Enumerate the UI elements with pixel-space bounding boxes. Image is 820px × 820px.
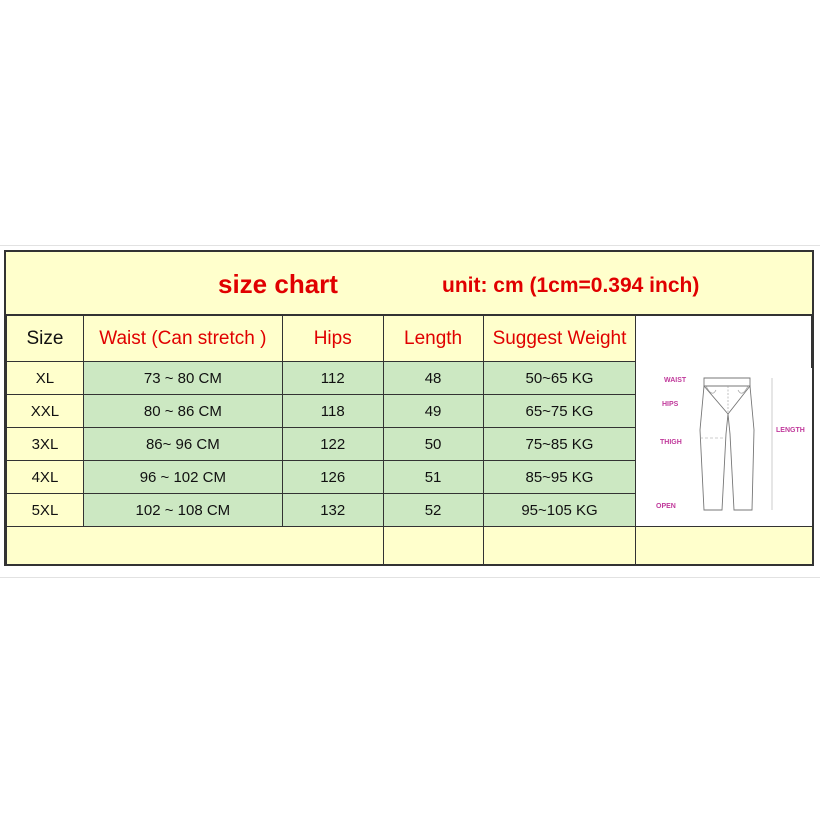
waist-label: WAIST: [664, 377, 687, 384]
waist-cell: 96 ~ 102 CM: [83, 461, 282, 494]
size-cell: XL: [7, 362, 84, 395]
length-cell: 48: [383, 362, 483, 395]
empty-row: [7, 527, 812, 566]
chart-title: size chart: [218, 269, 338, 299]
size-cell: XXL: [7, 395, 84, 428]
size-cell: 3XL: [7, 428, 84, 461]
waist-cell: 73 ~ 80 CM: [83, 362, 282, 395]
hips-cell: 126: [282, 461, 383, 494]
gridline: [0, 245, 820, 246]
hips-cell: 122: [282, 428, 383, 461]
pants-measurement-diagram: [642, 368, 812, 526]
length-cell: 50: [383, 428, 483, 461]
weight-cell: 75~85 KG: [483, 428, 636, 461]
waist-cell: 80 ~ 86 CM: [83, 395, 282, 428]
header-row: [7, 316, 812, 362]
empty-cell: [483, 527, 636, 566]
hips-cell: 118: [282, 395, 383, 428]
header-weight: Suggest Weight: [483, 316, 636, 362]
weight-cell: 85~95 KG: [483, 461, 636, 494]
thigh-label: THIGH: [660, 439, 682, 446]
size-chart: [4, 250, 814, 566]
title-row: [6, 252, 812, 315]
length-cell: 51: [383, 461, 483, 494]
hips-cell: 132: [282, 494, 383, 527]
size-cell: 5XL: [7, 494, 84, 527]
length-cell: 52: [383, 494, 483, 527]
hips-cell: 112: [282, 362, 383, 395]
weight-cell: 65~75 KG: [483, 395, 636, 428]
weight-cell: 95~105 KG: [483, 494, 636, 527]
waist-cell: 86~ 96 CM: [83, 428, 282, 461]
length-label: LENGTH: [776, 427, 805, 434]
unit-note: unit: cm (1cm=0.394 inch): [442, 274, 700, 297]
empty-cell: [7, 527, 384, 566]
length-cell: 49: [383, 395, 483, 428]
size-cell: 4XL: [7, 461, 84, 494]
header-length: Length: [383, 316, 483, 362]
hips-label: HIPS: [662, 401, 679, 408]
waist-cell: 102 ~ 108 CM: [83, 494, 282, 527]
weight-cell: 50~65 KG: [483, 362, 636, 395]
gridline: [0, 577, 820, 578]
empty-cell: [383, 527, 483, 566]
header-hips: Hips: [282, 316, 383, 362]
header-size: Size: [7, 316, 84, 362]
header-waist: Waist (Can stretch ): [83, 316, 282, 362]
open-label: OPEN: [656, 503, 676, 510]
